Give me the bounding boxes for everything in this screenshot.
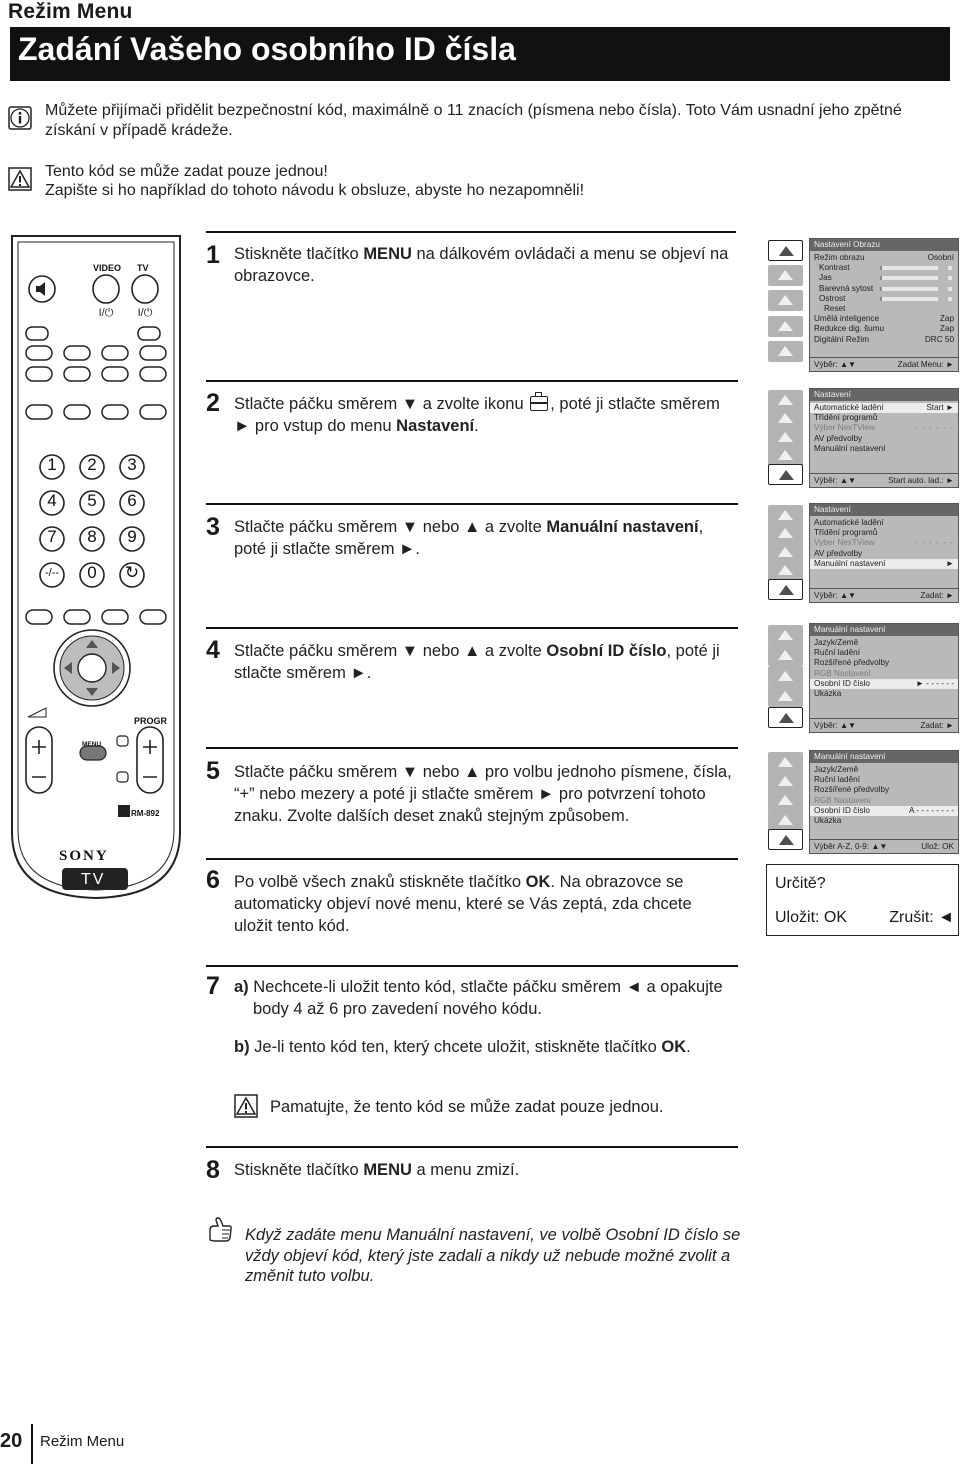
osd-item-label: Automatické ladění [814,518,884,527]
step-8-text: Stiskněte tlačítko MENU a menu zmizí. [234,1161,520,1179]
osd-footer-right: Zadat Menu: ► [897,360,954,369]
osd-menu-item[interactable] [810,284,958,294]
footer-section: Režim Menu [40,1433,125,1450]
osd-item-label: Ostrost [819,293,846,303]
osd-item-value: Start ► [926,403,954,412]
osd-header: Nastavení Obrazu [810,239,958,251]
step-3-rule [206,503,738,505]
osd-menu-item[interactable] [810,335,958,345]
osd-tv-screen-icon[interactable] [768,810,803,831]
osd-note-icon[interactable] [768,771,803,792]
step-6-rule [206,858,738,860]
osd-menu-item[interactable] [810,538,958,548]
osd-item-label: Umělá inteligence [814,314,880,324]
osd-header: Nastavení [810,504,958,516]
remote-brand-logo: SONY [59,848,109,864]
step-3-number: 3 [206,513,220,541]
step-6-number: 6 [206,866,220,894]
osd-menu-item[interactable] [810,413,958,423]
remote-digit-10[interactable]: -/-- [44,567,60,580]
remote-digit-9[interactable]: 9 [127,527,137,547]
remote-menu-label[interactable]: MENU [82,741,102,748]
osd-level-bar[interactable] [880,297,938,301]
osd-footer [810,588,958,602]
step-7-text-b: b) Je-li tento kód ten, který chcete uložit, stiskněte tlačítko OK. [234,1038,691,1056]
osd-item-label: Redukce dig. šumu [814,324,885,334]
warning-icon [8,167,32,191]
osd-menu-item[interactable] [810,796,958,806]
osd-footer-left: Výběr: ▲▼ [814,360,857,369]
osd-item-value: ► [945,558,954,568]
osd-level-bar[interactable] [880,276,938,280]
step-8-number: 8 [206,1156,220,1184]
osd-screen-3 [766,503,959,603]
osd-item-placeholder: - - - - - - [915,538,954,548]
footer-divider [31,1424,33,1464]
osd-toolbox-icon[interactable] [768,341,803,362]
intro-warning-line-2: Zapište si ho například do tohoto návodu k obsluze, abyste ho nezapomněli! [45,182,585,199]
osd-portrait-icon[interactable] [768,752,803,773]
osd-menu-item[interactable] [810,549,958,559]
step-7-warning-text: Pamatujte, že tento kód se může zadat pouze jednou. [270,1098,664,1116]
osd-item-label: Třídění programů [814,413,878,423]
section-header: Režim Menu [8,0,133,23]
osd-menu-item[interactable] [810,658,958,668]
step-1-text: Stiskněte tlačítko MENU na dálkovém ovládači a menu se objeví na obrazovce. [234,245,729,285]
osd-toolbox-icon[interactable] [768,579,803,600]
osd-item-label: Reset [824,303,846,313]
remote-ok-label[interactable]: OK [80,661,101,677]
osd-item-label: Barevná sytost [819,283,874,293]
osd-portrait-icon[interactable] [768,240,803,261]
osd-item-label: Ruční ladění [814,648,860,658]
step-5-rule [206,747,738,749]
remote-digit-11[interactable]: 0 [87,563,97,583]
osd-note-icon[interactable] [768,265,803,286]
osd-sparkle-icon[interactable] [768,790,803,811]
osd-menu-item[interactable] [810,434,958,444]
osd-menu-item[interactable] [810,403,958,413]
osd-screen-2 [766,388,959,488]
step-5-number: 5 [206,757,220,785]
note-text: Když zadáte menu Manuální nastavení, ve volbě Osobní ID číslo se vždy objeví kód, který jste zadali a nikdy už nebude možné zvolit a změnit tuto volbu. [245,1226,741,1285]
osd-item-label: Režim obrazu [814,253,865,262]
osd-item-label: Jazyk/Země [814,765,859,774]
osd-menu-item[interactable] [810,294,958,304]
osd-item-label: AV předvolby [814,548,863,558]
osd-footer-right: Ulož: OK [921,842,954,851]
osd-panel [809,750,959,854]
osd-menu-item[interactable] [810,444,958,454]
osd-item-label: Manuální nastavení [814,443,886,453]
remote-digit-2[interactable]: 2 [87,455,97,475]
osd-item-label: Vyber NexTView [814,538,875,548]
step-2-text: Stlačte páčku směrem ▼ a zvolte ikonu , poté ji stlačte směrem ► pro vstup do menu Nastavení. [234,393,739,437]
step-8-rule [206,1146,738,1148]
osd-item-label: Jas [819,273,832,283]
remote-tv-logo: TV [81,871,106,888]
remote-digit-3[interactable]: 3 [127,455,137,475]
osd-item-label: Ukázka [814,815,842,825]
osd-screen-1 [766,238,959,372]
step-2-number: 2 [206,389,220,417]
osd-item-label: AV předvolby [814,433,863,443]
remote-digit-1[interactable]: 1 [47,455,57,475]
osd-level-bar[interactable] [880,287,938,291]
osd-menu-item[interactable] [810,324,958,334]
osd-item-label: Automatické ladění [814,403,884,412]
osd-menu-item[interactable] [810,775,958,785]
osd-menu-item[interactable] [810,648,958,658]
step-4-rule [206,627,738,629]
osd-toolbox-icon[interactable] [768,829,803,850]
remote-model-label: RM-892 [131,809,160,818]
osd-panel [809,238,959,372]
osd-toolbox-icon[interactable] [768,707,803,728]
confirm-cancel[interactable]: Zrušit: ◄ [889,909,954,926]
osd-item-label: Ukázka [814,688,842,698]
remote-tv-label: TV [137,263,149,273]
osd-item-label: Rozšířené předvolby [814,785,890,795]
osd-menu-item[interactable] [810,669,958,679]
osd-sparkle-icon[interactable] [768,290,803,311]
osd-screen-4 [766,623,959,733]
osd-item-label: Manuální nastavení [814,558,886,568]
osd-icon-strip [766,503,806,603]
osd-panel [809,388,959,488]
osd-menu-item[interactable] [810,263,958,273]
page-title: Zadání Vašeho osobního ID čísla [10,27,950,81]
step-1-number: 1 [206,241,220,269]
osd-item-value: Zap [939,314,954,324]
osd-level-bar[interactable] [880,266,938,270]
osd-menu-item[interactable] [810,273,958,283]
osd-icon-strip [766,623,806,733]
osd-item-label: Osobní ID číslo [814,678,870,688]
osd-item-value: A - - - - - - - - [908,805,954,815]
step-6-text: Po volbě všech znaků stiskněte tlačítko OK. Na obrazovce se automaticky objeví nové menu, které se Vás zeptá, zda chcete uložit tento kód. [234,873,692,935]
info-icon [8,106,32,130]
svg-text:I/⏻: I/⏻ [98,307,114,319]
confirm-save[interactable]: Uložit: OK [775,909,848,926]
osd-menu-item[interactable] [810,806,958,816]
remote-digit-5[interactable]: 5 [87,491,97,511]
osd-menu-item[interactable] [810,528,958,538]
osd-menu-item[interactable] [810,559,958,569]
remote-digit-12[interactable]: ↻ [124,563,140,583]
osd-menu-item[interactable] [810,679,958,689]
step-4-number: 4 [206,636,220,664]
osd-menu-item[interactable] [810,785,958,795]
page-number: 20 [0,1430,23,1452]
osd-item-label: RGB Nastavení [814,668,871,678]
step-7-text-a: a) Nechcete-li uložit tento kód, stlačte páčku směrem ◄ a opakujte body 4 až 6 pro zavedení nového kódu. [234,978,723,1018]
osd-footer-left: Výběr: ▲▼ [814,476,857,485]
osd-footer-right: Zadat: ► [920,591,954,600]
osd-footer [810,357,958,371]
confirm-question: Určitě? [775,875,826,892]
intro-info-text: Můžete přijímači přidělit bezpečnostní kód, maximálně o 11 znacích (písmena nebo čísla). Toto Vám usnadní jeho zpětné získání v případě krádeže. [45,102,902,139]
osd-item-label: Osobní ID číslo [814,805,870,815]
warning-icon [234,1094,258,1118]
osd-item-label: Ruční ladění [814,775,860,785]
osd-panel [809,623,959,733]
osd-sparkle-icon[interactable] [768,666,803,687]
step-2-rule [206,380,738,382]
osd-item-label: Jazyk/Země [814,638,859,647]
osd-item-label: Kontrast [819,263,850,273]
osd-footer [810,718,958,732]
step-7-rule [206,965,738,967]
osd-item-label: Rozšířené předvolby [814,658,890,668]
osd-item-value: Zap [939,324,954,334]
osd-item-label: Výber NexTView [814,423,875,433]
remote-digit-4[interactable]: 4 [47,491,57,511]
osd-header: Nastavení [810,389,958,401]
osd-item-value: Osobní [927,253,954,262]
step-7-number: 7 [206,972,220,1000]
osd-footer [810,839,958,853]
osd-panel [809,503,959,603]
osd-footer-right: Start auto. lad.: ► [888,476,954,485]
osd-footer-left: Výběr: ▲▼ [814,591,857,600]
osd-menu-item[interactable] [810,638,958,648]
step-3-text: Stlačte páčku směrem ▼ nebo ▲ a zvolte Manuální nastavení, poté ji stlačte směrem ►. [234,518,704,558]
osd-toolbox-icon[interactable] [768,464,803,485]
osd-header: Manuální nastavení [810,624,958,636]
remote-digit-8[interactable]: 8 [87,527,97,547]
osd-menu-item[interactable] [810,689,958,699]
osd-menu-item[interactable] [810,304,958,314]
osd-item-label: Třídění programů [814,528,878,538]
osd-footer-left: Výběr: ▲▼ [814,721,857,730]
step-4-text: Stlačte páčku směrem ▼ nebo ▲ a zvolte Osobní ID číslo, poté ji stlačte směrem ►. [234,642,720,682]
osd-icon-strip [766,750,806,854]
remote-digit-7[interactable]: 7 [47,527,57,547]
remote-progr-label: PROGR [134,716,168,726]
osd-tv-screen-icon[interactable] [768,686,803,707]
osd-menu-item[interactable] [810,518,958,528]
osd-footer [810,473,958,487]
osd-note-icon[interactable] [768,645,803,666]
confirm-dialog [766,864,959,936]
osd-item-label: RGB Nastavení [814,795,871,805]
osd-menu-item[interactable] [810,765,958,775]
osd-portrait-icon[interactable] [768,625,803,646]
intro-warning-line-1: Tento kód se může zadat pouze jednou! [45,163,328,180]
remote-video-label: VIDEO [93,263,122,273]
hand-note-icon [206,1216,234,1244]
osd-item-value: DRC 50 [924,334,954,344]
osd-menu-item[interactable] [810,816,958,826]
osd-icon-strip [766,238,806,372]
step-1-rule [206,231,736,233]
osd-tv-screen-icon[interactable] [768,316,803,337]
osd-header: Manuální nastavení [810,751,958,763]
osd-icon-strip [766,388,806,488]
osd-menu-item[interactable] [810,314,958,324]
toolbox-icon [530,396,548,411]
remote-digit-6[interactable]: 6 [127,491,137,511]
osd-footer-right: Zadat: ► [920,721,954,730]
step-5-text: Stlačte páčku směrem ▼ nebo ▲ pro volbu jednoho písmene, čísla, “+” nebo mezery a poté ji stlačte směrem ► pro potvrzení tohoto znaku. Zvolte dalších deset znaků stejným způsobem. [234,763,732,825]
osd-item-label: Digitální Režim [814,334,870,344]
osd-menu-item[interactable] [810,253,958,263]
osd-item-value: ► - - - - - - [915,678,954,688]
osd-item-placeholder: - - - - - - [915,423,954,433]
svg-text:I/⏻: I/⏻ [137,307,153,319]
osd-screen-5 [766,750,959,854]
osd-menu-item[interactable] [810,423,958,433]
osd-footer-left: Výběr A-Z, 0-9: ▲▼ [814,842,888,851]
